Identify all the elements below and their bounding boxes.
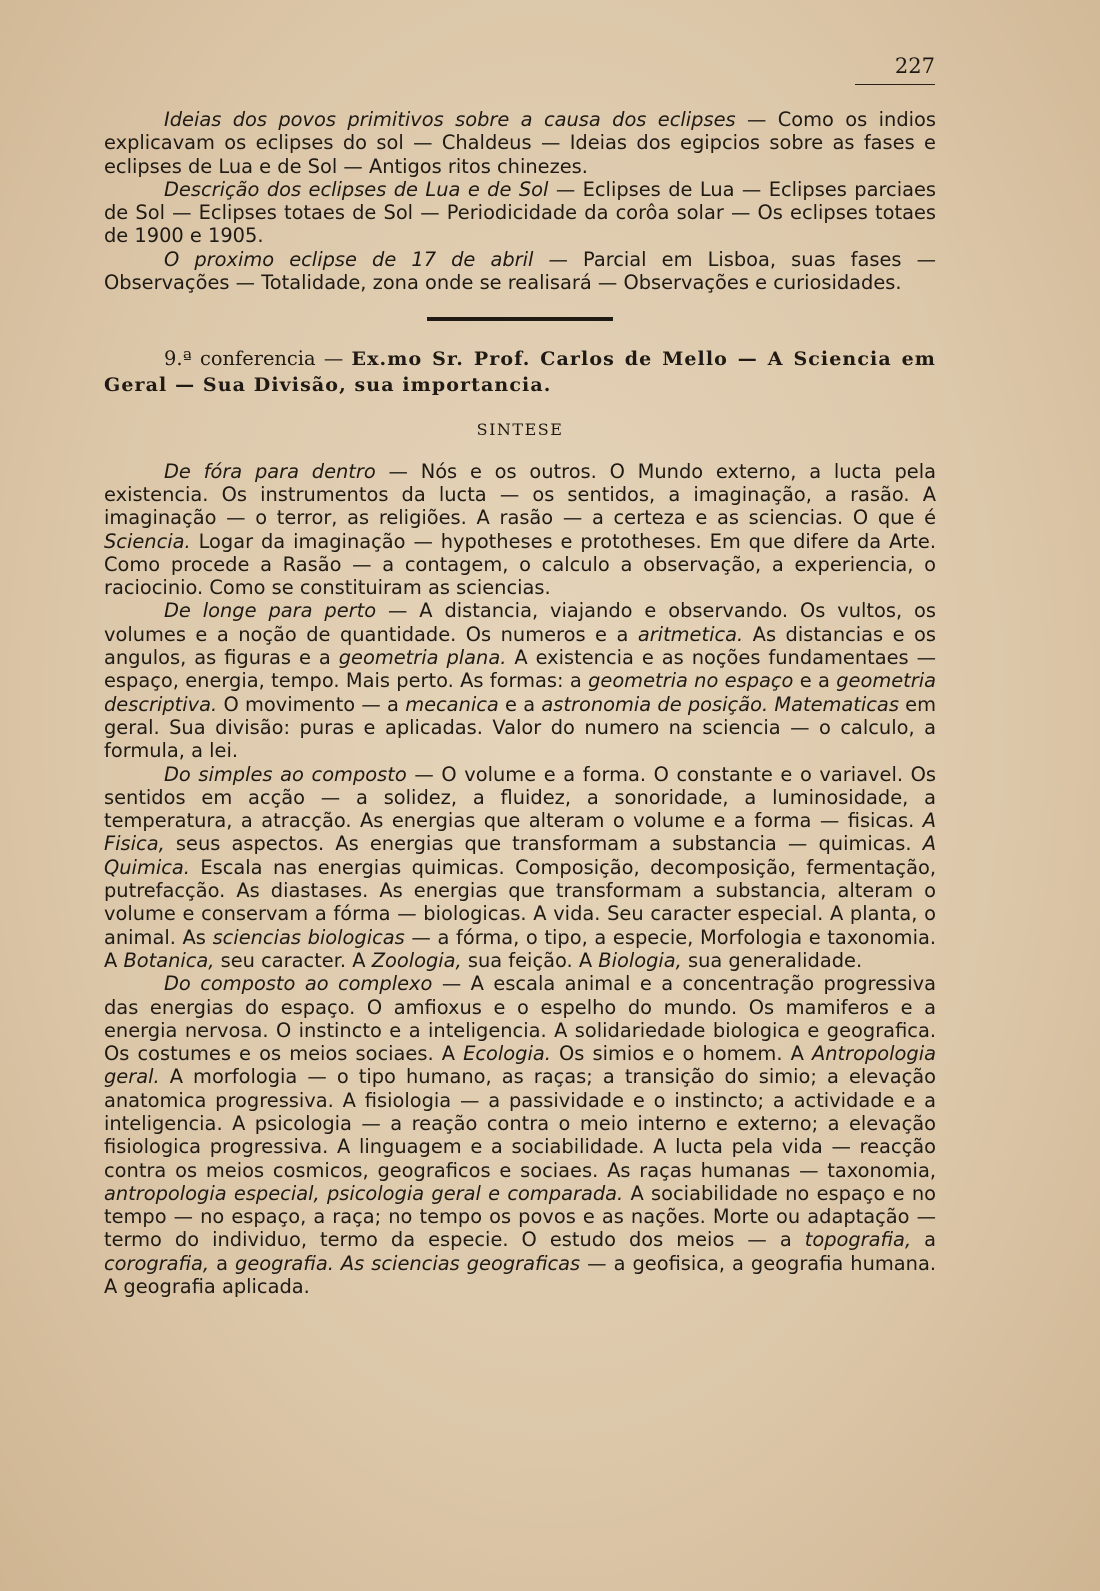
- synthesis-paragraph-1: De fóra para dentro — Nós e os outros. O Mundo externo, a lucta pela existencia. Os instrumentos da lucta — os sentidos, a imaginação, a rasão. A imaginação — o terror, as religiões. A rasão — a certeza e as sciencias. O que é Sciencia. Logar da imaginação — hypotheses e prototheses. Em que difere da Arte. Como procede a Rasão — a contagem, o calculo a observação, a experiencia, o raciocinio. Como se constituiram as sciencias.: [104, 459, 936, 600]
- topic-paragraph-2: Descrição dos eclipses de Lua e de Sol — Eclipses de Lua — Eclipses parciaes de Sol — Eclipses totaes de Sol — Periodicidade da corôa solar — Os eclipses totaes de 1900 e 1905.: [104, 177, 937, 248]
- synthesis-paragraph-3: Do simples ao composto — O volume e a forma. O constante e o variavel. Os sentidos em acção — a solidez, a fluidez, a sonoridade, a luminosidade, a temperatura, a atracção. As energias que alteram o volume e a forma — fisicas. A Fisica, seus aspectos. As energias que transformam a substancia — quimicas. A Quimica. Escala nas energias quimicas. Composição, decomposição, fermentação, putrefacção. As diastases. As energias que transformam a substancia, alteram o volume e conservam a fórma — biologicas. A vida. Seu caracter especial. A planta, o animal. As sciencias biologicas — a fórma, o tipo, a especie, Morfologia e taxonomia. A Botanica, seu caracter. A Zoologia, sua feição. A Biologia, sua generalidade.: [104, 762, 937, 972]
- topic-title: Descrição dos eclipses de Lua e de Sol: [164, 177, 549, 201]
- conference-label: 9.ª conferencia —: [164, 347, 352, 371]
- page-number-rule: [855, 84, 935, 85]
- synthesis-paragraph-4: Do composto ao complexo — A escala animal e a concentração progressiva das energias do espaço. O amfioxus e o espelho do mundo. Os mamiferos e a energia nervosa. O instincto e a inteligencia. A solidariedade biologica e geografica. Os costumes e os meios sociaes. A Ecologia. Os simios e o homem. A Antropologia geral. A morfologia — o tipo humano, as raças; a transição do simio; a elevação anatomica progressiva. A fisiologia — a passividade e o instincto; a actividade e a inteligencia. A psicologia — a reação contra o meio interno e externo; a elevação fisiologica progressiva. A linguagem e a sociabilidade. A lucta pela vida — reacção contra os meios cosmicos, geograficos e sociaes. As raças humanas — taxonomia, antropologia especial, psicologia geral e comparada. A sociabilidade no espaço e no tempo — no espaço, a raça; no tempo os povos e as nações. Morte ou adaptação — termo do individuo, termo da especie. O estudo dos meios — a topografia, a corografia, a geografia. As sciencias geograficas — a geofisica, a geografia humana. A geografia aplicada.: [104, 972, 937, 1299]
- section-heading: SINTESE: [476, 420, 564, 440]
- topic-paragraph-3: O proximo eclipse de 17 de abril — Parcial em Lisboa, suas fases — Observações — Totalidade, zona onde se realisará — Observações e curiosidades.: [104, 247, 936, 295]
- topic-title: Ideias dos povos primitivos sobre a causa dos eclipses: [164, 108, 736, 131]
- synthesis-paragraph-2: De longe para perto — A distancia, viajando e observando. Os vultos, os volumes e a noção de quantidade. Os numeros e a aritmetica. As distancias e os angulos, as figuras e a geometria plana. A existencia e as noções fundamentaes — espaço, energia, tempo. Mais perto. As formas: a geometria no espaço e a geometria descriptiva. O movimento — a mecanica e a astronomia de posição. Matematicas em geral. Sua divisão: puras e aplicadas. Valor do numero na sciencia — o calculo, a formula, a lei.: [104, 599, 937, 763]
- section-divider: [427, 317, 613, 321]
- conference-title: Ex.mo Sr. Prof. Carlos de Mello — A Sciencia em Geral — Sua Divisão, sua importancia.: [104, 348, 936, 397]
- page-number: 227: [894, 54, 935, 78]
- topic-title: O proximo eclipse de 17 de abril: [164, 247, 534, 271]
- conference-heading: [104, 346, 936, 398]
- topic-paragraph-1: Ideias dos povos primitivos sobre a causa dos eclipses — Como os indios explicavam os eclipses do sol — Chaldeus — Ideias dos egipcios sobre as fases e eclipses de Lua e de Sol — Antigos ritos chinezes.: [104, 108, 936, 178]
- page-body: [104, 108, 936, 1298]
